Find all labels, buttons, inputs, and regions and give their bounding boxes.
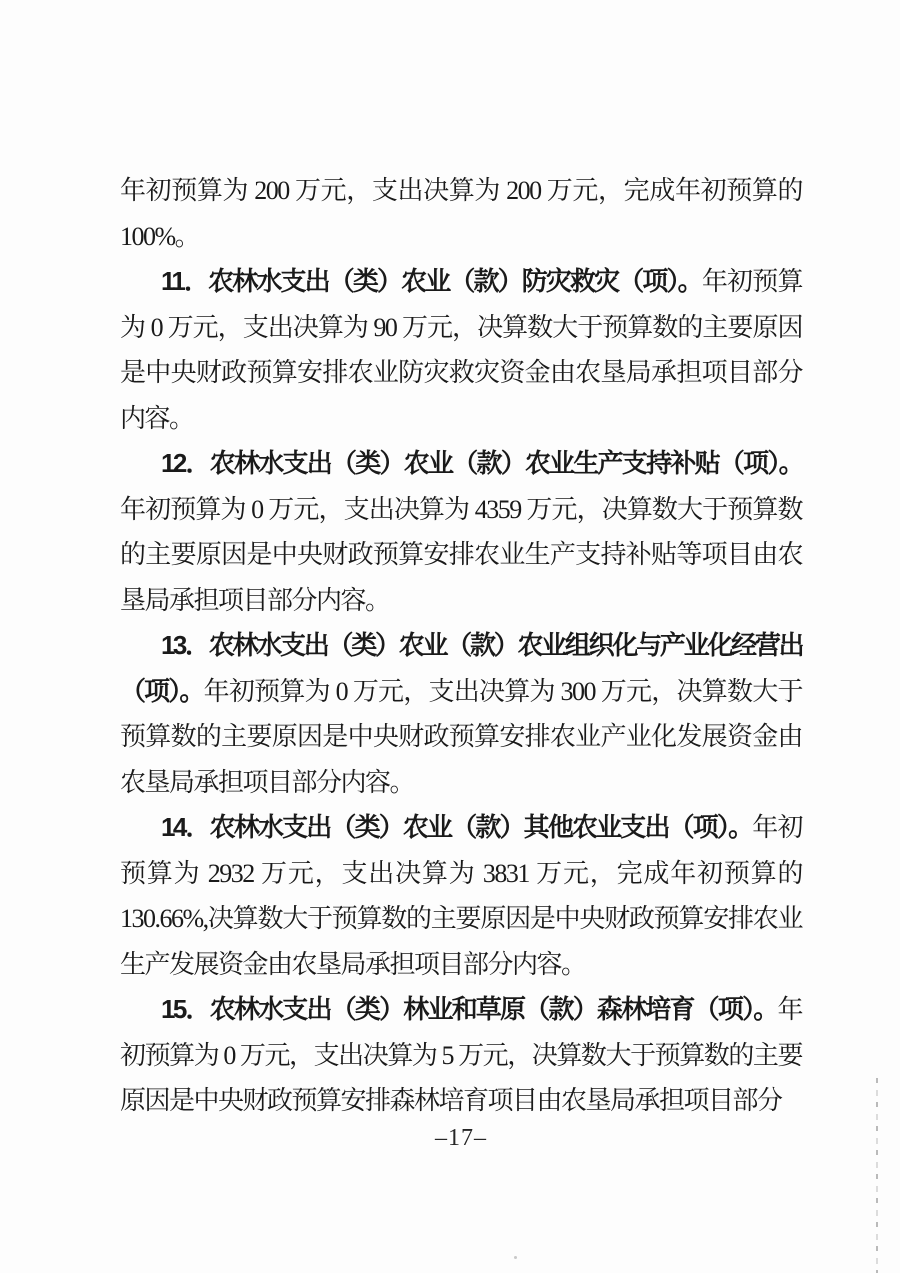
page-number: –17– bbox=[435, 1125, 487, 1151]
item-heading: 13．农林水支出（类）农业（款）农业组织化与产业化经营出（项）。 bbox=[120, 630, 802, 706]
item-heading: 11．农林水支出（类）农业（款）防灾救灾（项）。 bbox=[161, 266, 702, 296]
scan-artifact-line bbox=[876, 1078, 878, 1273]
item-heading: 12．农林水支出（类）农业（款）农业生产支持补贴（项）。 bbox=[161, 448, 802, 478]
item-body-text: 年初预算为 0 万元，支出决算为 4359 万元，决算数大于预算数的主要原因是中央财政预算安排农业生产支持补贴等项目由农垦局承担项目部分内容。 bbox=[120, 494, 802, 615]
item-heading: 14．农林水支出（类）农业（款）其他农业支出（项）。 bbox=[161, 812, 753, 842]
item-body-text: 年初预算为 2932 万元，支出决算为 3831 万元，完成年初预算的 130.66%,决算数大于预算数的主要原因是中央财政预算安排农业生产发展资金由农垦局承担项目部分内容。 bbox=[120, 813, 802, 979]
paragraph-item-10-continuation bbox=[120, 168, 802, 259]
item-body-text: 年初预算为 0 万元，支出决算为 300 万元，决算数大于预算数的主要原因是中央财政预算安排农业产业化发展资金由农垦局承担项目部分内容。 bbox=[120, 676, 802, 797]
item-heading: 15．农林水支出（类）林业和草原（款）森林培育（项）。 bbox=[161, 994, 778, 1024]
item-body-text: 年初预算为 0 万元，支出决算为 5 万元，决算数大于预算数的主要原因是中央财政预算安排森林培育项目由农垦局承担项目部分 bbox=[120, 995, 802, 1115]
paragraph-item-15 bbox=[120, 987, 802, 1124]
paragraph-item-11 bbox=[120, 259, 802, 441]
paragraph-item-13 bbox=[120, 623, 802, 805]
paragraph-item-14 bbox=[120, 805, 802, 987]
item-body-text: 年初预算为 200 万元，支出决算为 200 万元，完成年初预算的 100%。 bbox=[120, 176, 802, 251]
document-body bbox=[120, 168, 802, 1124]
item-body-text: 年初预算为 0 万元，支出决算为 90 万元，决算数大于预算数的主要原因是中央财政预算安排农业防灾救灾资金由农垦局承担项目部分内容。 bbox=[120, 267, 802, 433]
paragraph-item-12 bbox=[120, 441, 802, 623]
scan-artifact-dot bbox=[514, 1256, 517, 1259]
